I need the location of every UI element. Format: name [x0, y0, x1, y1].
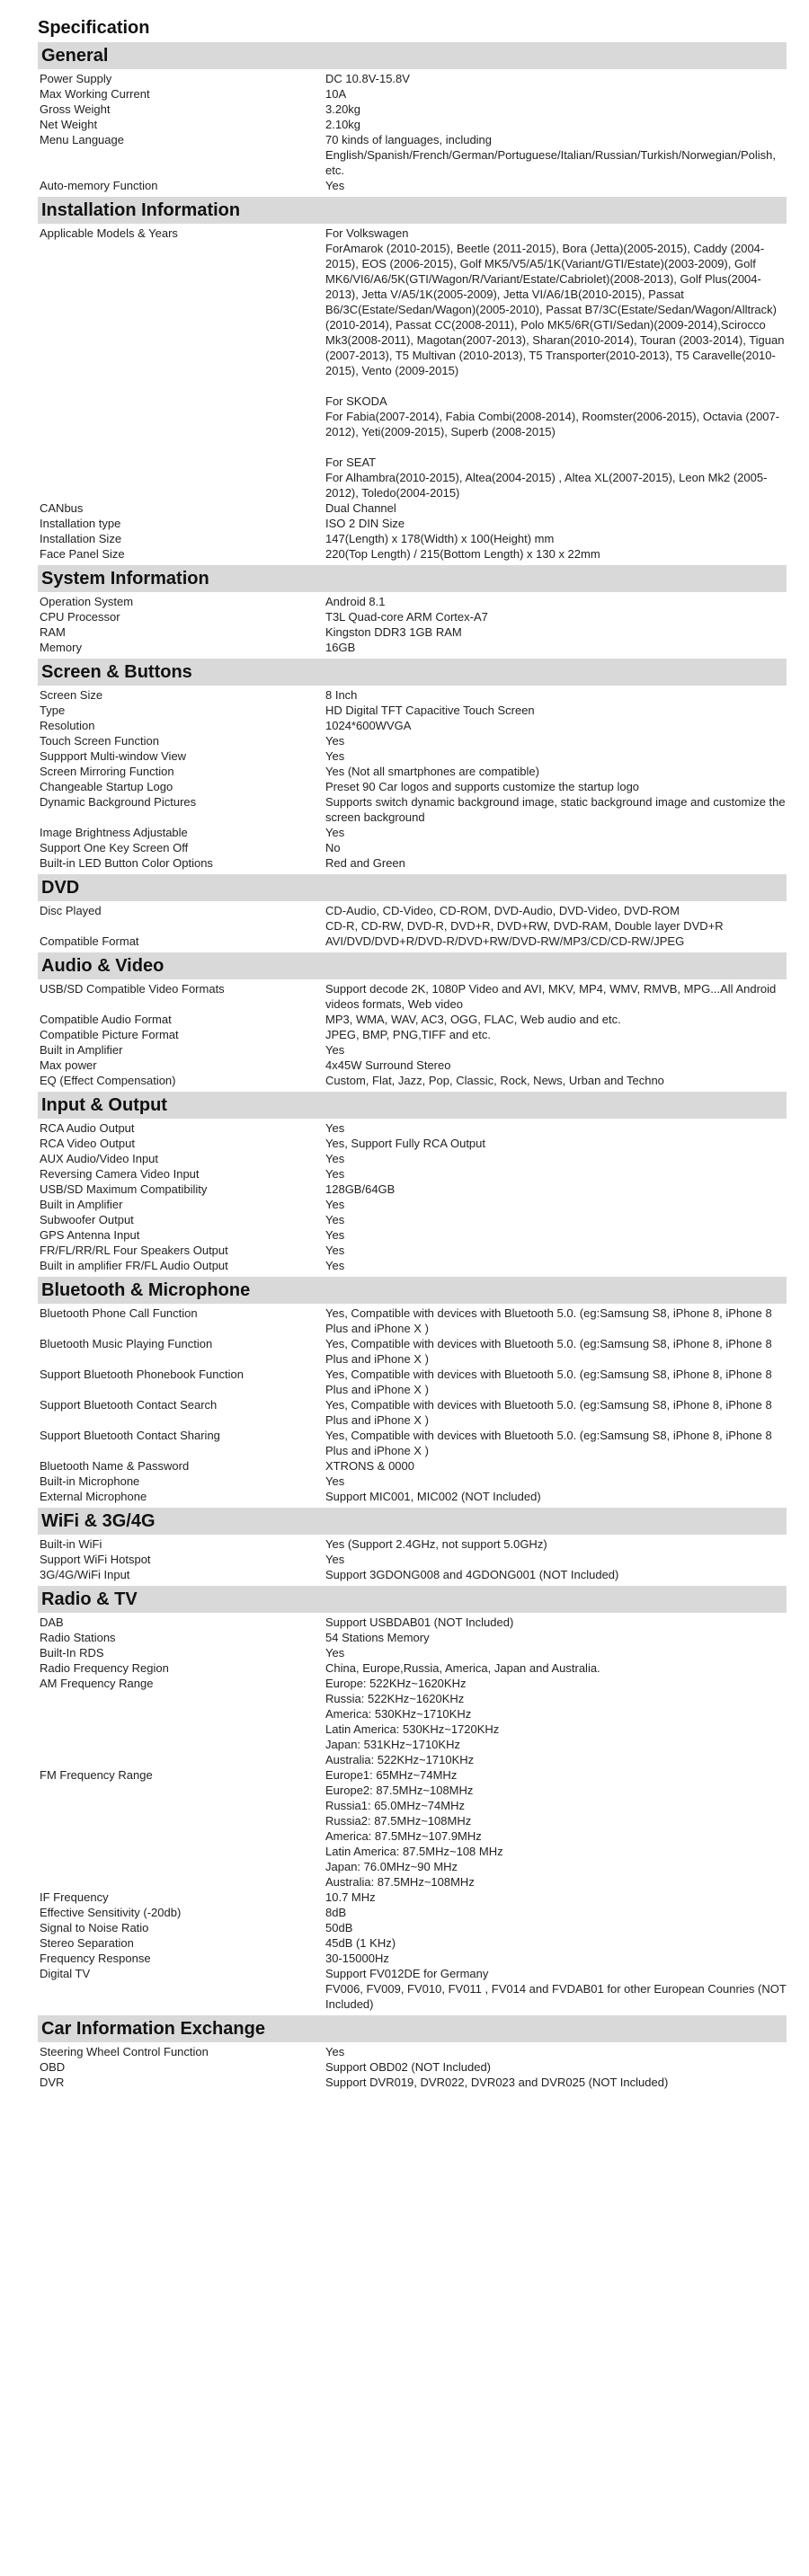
- spec-rows: [38, 69, 787, 197]
- spec-rows: [38, 2042, 787, 2094]
- spec-row: [38, 1243, 787, 1258]
- spec-label: Gross Weight: [40, 102, 111, 116]
- spec-row: [38, 117, 787, 132]
- spec-section: [38, 1092, 787, 1277]
- spec-row: [38, 1552, 787, 1567]
- spec-label: Signal to Noise Ratio: [40, 1921, 149, 1934]
- spec-label: Subwoofer Output: [40, 1213, 134, 1226]
- spec-label: Support Bluetooth Contact Sharing: [40, 1429, 220, 1442]
- spec-value: No: [325, 841, 341, 854]
- spec-row: [38, 1120, 787, 1136]
- spec-value: Support USBDAB01 (NOT Included): [325, 1616, 514, 1629]
- spec-label: IF Frequency: [40, 1890, 109, 1904]
- spec-value: Preset 90 Car logos and supports customize the startup logo: [325, 780, 640, 793]
- spec-row: [38, 981, 787, 1012]
- spec-row: [38, 1645, 787, 1660]
- spec-label: RCA Video Output: [40, 1137, 135, 1150]
- spec-value: Support DVR019, DVR022, DVR023 and DVR025 (NOT Included): [325, 2076, 669, 2089]
- spec-row: [38, 178, 787, 193]
- spec-value: 3.20kg: [325, 102, 361, 116]
- spec-row: [38, 1660, 787, 1676]
- spec-row: [38, 840, 787, 855]
- spec-label: Built in amplifier FR/FL Audio Output: [40, 1259, 228, 1272]
- spec-row: [38, 1935, 787, 1951]
- spec-label: Memory: [40, 641, 82, 654]
- spec-row: [38, 733, 787, 748]
- spec-value: 1024*600WVGA: [325, 719, 412, 732]
- spec-section: [38, 1277, 787, 1508]
- spec-row: [38, 1567, 787, 1582]
- spec-label: Disc Played: [40, 904, 102, 917]
- spec-label: Support Bluetooth Contact Search: [40, 1398, 218, 1412]
- spec-row: [38, 1615, 787, 1630]
- spec-section: [38, 659, 787, 874]
- page-title: Specification: [38, 18, 150, 38]
- spec-value: Android 8.1: [325, 595, 386, 608]
- spec-value: Yes: [325, 734, 345, 748]
- section-header: Audio & Video: [38, 952, 787, 979]
- spec-value: Yes, Compatible with devices with Bluetooth 5.0. (eg:Samsung S8, iPhone 8, iPhone 8 Plus and iPhone X ): [325, 1398, 772, 1427]
- spec-value: 10A: [325, 87, 347, 101]
- spec-value: 54 Stations Memory: [325, 1631, 430, 1644]
- spec-value: Support decode 2K, 1080P Video and AVI, MKV, MP4, WMV, RMVB, MPG...All Android videos formats, Web video: [325, 982, 777, 1011]
- spec-value: Yes, Compatible with devices with Bluetooth 5.0. (eg:Samsung S8, iPhone 8, iPhone 8 Plus and iPhone X ): [325, 1337, 772, 1366]
- spec-label: Menu Language: [40, 133, 124, 146]
- spec-section: [38, 874, 787, 952]
- spec-row: [38, 1306, 787, 1336]
- spec-row: [38, 779, 787, 794]
- spec-label: DVR: [40, 2076, 65, 2089]
- spec-row: [38, 855, 787, 871]
- section-header: Installation Information: [38, 197, 787, 224]
- section-header: Bluetooth & Microphone: [38, 1277, 787, 1304]
- spec-label: Resolution: [40, 719, 95, 732]
- spec-row: [38, 1536, 787, 1552]
- spec-label: Support One Key Screen Off: [40, 841, 189, 854]
- spec-rows: [38, 224, 787, 565]
- spec-label: Compatible Picture Format: [40, 1028, 179, 1041]
- spec-label: RAM: [40, 625, 66, 639]
- spec-value: CD-Audio, CD-Video, CD-ROM, DVD-Audio, DVD-Video, DVD-ROM CD-R, CD-RW, DVD-R, DVD+R, DVD+RW, DVD-RAM, Double layer DVD+R: [325, 904, 724, 933]
- spec-label: USB/SD Compatible Video Formats: [40, 982, 225, 996]
- spec-value: Yes, Compatible with devices with Bluetooth 5.0. (eg:Samsung S8, iPhone 8, iPhone 8 Plus and iPhone X ): [325, 1368, 772, 1396]
- spec-section: [38, 42, 787, 197]
- spec-value: Support MIC001, MIC002 (NOT Included): [325, 1490, 541, 1503]
- spec-rows: [38, 1304, 787, 1508]
- spec-row: [38, 500, 787, 516]
- spec-sections: [38, 42, 787, 2094]
- spec-label: Dynamic Background Pictures: [40, 795, 197, 809]
- spec-row: [38, 1258, 787, 1273]
- spec-label: EQ (Effect Compensation): [40, 1074, 176, 1087]
- spec-row: [38, 1428, 787, 1458]
- spec-row: [38, 903, 787, 934]
- spec-row: [38, 764, 787, 779]
- spec-value: Yes (Support 2.4GHz, not support 5.0GHz): [325, 1537, 547, 1551]
- spec-label: Support WiFi Hotspot: [40, 1553, 151, 1566]
- spec-value: Yes, Support Fully RCA Output: [325, 1137, 486, 1150]
- spec-section: [38, 197, 787, 565]
- spec-label: Built-in Microphone: [40, 1474, 140, 1488]
- spec-value: 220(Top Length) / 215(Bottom Length) x 130 x 22mm: [325, 547, 600, 561]
- spec-row: [38, 748, 787, 764]
- spec-row: [38, 1966, 787, 2012]
- spec-row: [38, 624, 787, 640]
- spec-row: [38, 1058, 787, 1073]
- spec-rows: [38, 979, 787, 1092]
- spec-label: OBD: [40, 2060, 66, 2074]
- spec-value: XTRONS & 0000: [325, 1459, 414, 1473]
- spec-value: Kingston DDR3 1GB RAM: [325, 625, 462, 639]
- spec-row: [38, 2044, 787, 2059]
- spec-section: [38, 1586, 787, 2015]
- spec-value: 147(Length) x 178(Width) x 100(Height) mm: [325, 532, 555, 545]
- spec-row: [38, 1951, 787, 1966]
- spec-label: Built-in WiFi: [40, 1537, 102, 1551]
- spec-label: Max power: [40, 1058, 97, 1072]
- spec-row: [38, 1227, 787, 1243]
- spec-label: AM Frequency Range: [40, 1677, 154, 1690]
- spec-row: [38, 594, 787, 609]
- spec-value: Support 3GDONG008 and 4GDONG001 (NOT Included): [325, 1568, 619, 1581]
- spec-label: Image Brightness Adjustable: [40, 826, 188, 839]
- spec-row: [38, 934, 787, 949]
- spec-label: Type: [40, 704, 66, 717]
- spec-row: [38, 718, 787, 733]
- spec-value: Yes: [325, 2045, 345, 2058]
- spec-row: [38, 102, 787, 117]
- spec-value: Yes: [325, 1259, 345, 1272]
- spec-label: DAB: [40, 1616, 64, 1629]
- spec-label: GPS Antenna Input: [40, 1228, 140, 1242]
- spec-label: CPU Processor: [40, 610, 120, 624]
- spec-label: USB/SD Maximum Compatibility: [40, 1182, 208, 1196]
- spec-value: Yes: [325, 1228, 345, 1242]
- spec-rows: [38, 1119, 787, 1277]
- spec-row: [38, 1474, 787, 1489]
- spec-label: Operation System: [40, 595, 134, 608]
- spec-row: [38, 1197, 787, 1212]
- spec-label: Digital TV: [40, 1967, 91, 1980]
- spec-row: [38, 1397, 787, 1428]
- spec-label: Built-In RDS: [40, 1646, 104, 1660]
- spec-label: Built in Amplifier: [40, 1198, 123, 1211]
- spec-value: Yes: [325, 1198, 345, 1211]
- spec-value: Yes: [325, 1646, 345, 1660]
- spec-row: [38, 1905, 787, 1920]
- spec-row: [38, 1166, 787, 1182]
- spec-value: 16GB: [325, 641, 356, 654]
- spec-label: Touch Screen Function: [40, 734, 159, 748]
- spec-value: Yes: [325, 749, 345, 763]
- spec-value: 50dB: [325, 1921, 353, 1934]
- section-header: General: [38, 42, 787, 69]
- spec-label: Steering Wheel Control Function: [40, 2045, 209, 2058]
- spec-label: Built-in LED Button Color Options: [40, 856, 213, 870]
- spec-value: Dual Channel: [325, 501, 396, 515]
- spec-value: Support FV012DE for Germany FV006, FV009, FV010, FV011 , FV014 and FVDAB01 for other European Counries (NOT Included): [325, 1967, 787, 2011]
- spec-rows: [38, 1613, 787, 2015]
- spec-section: [38, 952, 787, 1092]
- spec-value: China, Europe,Russia, America, Japan and Australia.: [325, 1661, 600, 1675]
- spec-row: [38, 1151, 787, 1166]
- spec-row: [38, 825, 787, 840]
- section-header: Input & Output: [38, 1092, 787, 1119]
- spec-value: 128GB/64GB: [325, 1182, 396, 1196]
- spec-row: [38, 1027, 787, 1042]
- spec-row: [38, 703, 787, 718]
- spec-value: Yes: [325, 179, 345, 192]
- spec-row: [38, 1920, 787, 1935]
- spec-label: Screen Mirroring Function: [40, 765, 174, 778]
- spec-label: 3G/4G/WiFi Input: [40, 1568, 130, 1581]
- spec-label: Reversing Camera Video Input: [40, 1167, 200, 1181]
- spec-section: [38, 565, 787, 659]
- spec-section: [38, 2015, 787, 2094]
- spec-label: Installation Size: [40, 532, 122, 545]
- spec-row: [38, 687, 787, 703]
- spec-rows: [38, 1535, 787, 1586]
- spec-label: External Microphone: [40, 1490, 147, 1503]
- spec-value: Europe1: 65MHz~74MHz Europe2: 87.5MHz~108MHz Russia1: 65.0MHz~74MHz Russia2: 87.5MHz~108MHz America: 87.5MHz~107.9MHz Latin America: 87.5MHz~108 MHz Japan: 76.0MHz~90 MHz Australia: 87.5MHz~108MHz: [325, 1768, 503, 1889]
- spec-row: [38, 86, 787, 102]
- spec-value: Red and Green: [325, 856, 405, 870]
- spec-label: Frequency Response: [40, 1952, 151, 1965]
- section-header: System Information: [38, 565, 787, 592]
- spec-row: [38, 1458, 787, 1474]
- spec-label: Max Working Current: [40, 87, 150, 101]
- spec-value: 8dB: [325, 1906, 347, 1919]
- spec-row: [38, 132, 787, 178]
- spec-value: Yes: [325, 1244, 345, 1257]
- spec-label: AUX Audio/Video Input: [40, 1152, 159, 1165]
- spec-row: [38, 1073, 787, 1088]
- spec-label: Bluetooth Music Playing Function: [40, 1337, 213, 1350]
- spec-label: CANbus: [40, 501, 84, 515]
- spec-value: JPEG, BMP, PNG,TIFF and etc.: [325, 1028, 491, 1041]
- section-header: Screen & Buttons: [38, 659, 787, 686]
- spec-value: Support OBD02 (NOT Included): [325, 2060, 492, 2074]
- spec-label: Auto-memory Function: [40, 179, 158, 192]
- spec-value: AVI/DVD/DVD+R/DVD-R/DVD+RW/DVD-RW/MP3/CD/CD-RW/JPEG: [325, 934, 685, 948]
- section-header: DVD: [38, 874, 787, 901]
- spec-value: Yes, Compatible with devices with Bluetooth 5.0. (eg:Samsung S8, iPhone 8, iPhone 8 Plus and iPhone X ): [325, 1429, 772, 1457]
- spec-row: [38, 516, 787, 531]
- spec-label: RCA Audio Output: [40, 1121, 135, 1135]
- spec-section: [38, 1508, 787, 1586]
- spec-row: [38, 1182, 787, 1197]
- spec-row: [38, 1630, 787, 1645]
- spec-value: Europe: 522KHz~1620KHz Russia: 522KHz~1620KHz America: 530KHz~1710KHz Latin America: 530KHz~1720KHz Japan: 531KHz~1710KHz Australia: 522KHz~1710KHz: [325, 1677, 500, 1766]
- spec-label: Effective Sensitivity (-20db): [40, 1906, 182, 1919]
- spec-value: 70 kinds of languages, including English/Spanish/French/German/Portuguese/Italian/Russian/Turkish/Norwegian/Polish, etc.: [325, 133, 776, 177]
- spec-row: [38, 71, 787, 86]
- spec-value: T3L Quad-core ARM Cortex-A7: [325, 610, 488, 624]
- spec-value: HD Digital TFT Capacitive Touch Screen: [325, 704, 535, 717]
- spec-label: Installation type: [40, 517, 121, 530]
- spec-value: Yes: [325, 826, 345, 839]
- spec-value: 10.7 MHz: [325, 1890, 376, 1904]
- spec-row: [38, 1767, 787, 1890]
- spec-label: FM Frequency Range: [40, 1768, 153, 1782]
- spec-label: Screen Size: [40, 688, 103, 702]
- spec-rows: [38, 592, 787, 659]
- spec-value: 4x45W Surround Stereo: [325, 1058, 451, 1072]
- spec-row: [38, 2075, 787, 2090]
- spec-label: Changeable Startup Logo: [40, 780, 173, 793]
- spec-value: Yes: [325, 1553, 345, 1566]
- spec-value: 45dB (1 KHz): [325, 1936, 396, 1950]
- spec-label: Bluetooth Name & Password: [40, 1459, 190, 1473]
- spec-value: Yes: [325, 1121, 345, 1135]
- spec-row: [38, 609, 787, 624]
- spec-row: [38, 1012, 787, 1027]
- spec-value: DC 10.8V-15.8V: [325, 72, 410, 85]
- section-header: WiFi & 3G/4G: [38, 1508, 787, 1535]
- spec-label: Compatible Audio Format: [40, 1013, 172, 1026]
- spec-row: [38, 1336, 787, 1367]
- spec-row: [38, 226, 787, 500]
- spec-row: [38, 1042, 787, 1058]
- spec-label: FR/FL/RR/RL Four Speakers Output: [40, 1244, 228, 1257]
- spec-label: Stereo Separation: [40, 1936, 134, 1950]
- spec-value: 2.10kg: [325, 118, 361, 131]
- spec-row: [38, 546, 787, 562]
- spec-value: MP3, WMA, WAV, AC3, OGG, FLAC, Web audio and etc.: [325, 1013, 621, 1026]
- spec-label: Applicable Models & Years: [40, 226, 178, 240]
- spec-rows: [38, 901, 787, 952]
- spec-value: Yes, Compatible with devices with Bluetooth 5.0. (eg:Samsung S8, iPhone 8, iPhone 8 Plus and iPhone X ): [325, 1306, 772, 1335]
- spec-row: [38, 531, 787, 546]
- spec-row: [38, 794, 787, 825]
- spec-value: Yes: [325, 1474, 345, 1488]
- spec-row: [38, 1136, 787, 1151]
- spec-label: Radio Frequency Region: [40, 1661, 169, 1675]
- spec-value: Yes: [325, 1213, 345, 1226]
- spec-value: 8 Inch: [325, 688, 358, 702]
- spec-value: Yes: [325, 1167, 345, 1181]
- spec-row: [38, 1367, 787, 1397]
- spec-value: Custom, Flat, Jazz, Pop, Classic, Rock, News, Urban and Techno: [325, 1074, 664, 1087]
- spec-row: [38, 1890, 787, 1905]
- spec-value: Yes (Not all smartphones are compatible): [325, 765, 539, 778]
- spec-value: For Volkswagen ForAmarok (2010-2015), Beetle (2011-2015), Bora (Jetta)(2005-2015), Caddy (2004-2015), EOS (2006-2015), Golf MK5/V5/A5/1K(Variant/GTI/Estate)(2003-2009), Golf MK6/VI6/A6/5K(GTI/Wagon/R/Variant/Estate/Cabriolet)(2008-2013), Golf Plus(2004-2013), Jetta V/A5/1K(2005-2009), Jetta VI/A6/1B(2010-2015), Passat B6/3C(Estate/Sedan/Wagon)(2005-2010), Passat B7/3C(Estate/Sedan/Wagon/Alltrack)(2010-2014), Passat CC(2008-2011), Polo MK5/6R(GTI/Sedan)(2009-2014),Scirocco Mk3(2008-2011), Magotan(2007-2013), Sharan(2010-2014), Touran (2003-2014), Tiguan (2007-2013), T5 Multivan (2010-2013), T5 Transporter(2010-2013), T5 Caravelle(2010-2015), Vento (2009-2015) For SKODA For Fabia(2007-2014), Fabia Combi(2008-2014), Roomster(2006-2015), Octavia (2007-2012), Yeti(2009-2015), Superb (2008-2015) For SEAT For Alhambra(2010-2015), Altea(2004-2015) , Altea XL(2007-2015), Leon Mk2 (2005-2012), Toledo(2004-2015): [325, 226, 785, 500]
- spec-label: Bluetooth Phone Call Function: [40, 1306, 198, 1320]
- spec-label: Built in Amplifier: [40, 1043, 123, 1057]
- spec-value: Yes: [325, 1152, 345, 1165]
- section-header: Radio & TV: [38, 1586, 787, 1613]
- spec-label: Face Panel Size: [40, 547, 125, 561]
- spec-label: Support Bluetooth Phonebook Function: [40, 1368, 244, 1381]
- spec-label: Net Weight: [40, 118, 98, 131]
- spec-row: [38, 1212, 787, 1227]
- spec-label: Suppport Multi-window View: [40, 749, 187, 763]
- spec-row: [38, 2059, 787, 2075]
- spec-label: Radio Stations: [40, 1631, 116, 1644]
- spec-value: 30-15000Hz: [325, 1952, 389, 1965]
- spec-value: Supports switch dynamic background image, static background image and customize the screen background: [325, 795, 786, 824]
- spec-label: Power Supply: [40, 72, 112, 85]
- spec-label: Compatible Format: [40, 934, 139, 948]
- spec-row: [38, 1676, 787, 1767]
- spec-rows: [38, 686, 787, 874]
- section-header: Car Information Exchange: [38, 2015, 787, 2042]
- spec-row: [38, 1489, 787, 1504]
- spec-value: Yes: [325, 1043, 345, 1057]
- spec-value: ISO 2 DIN Size: [325, 517, 405, 530]
- spec-row: [38, 640, 787, 655]
